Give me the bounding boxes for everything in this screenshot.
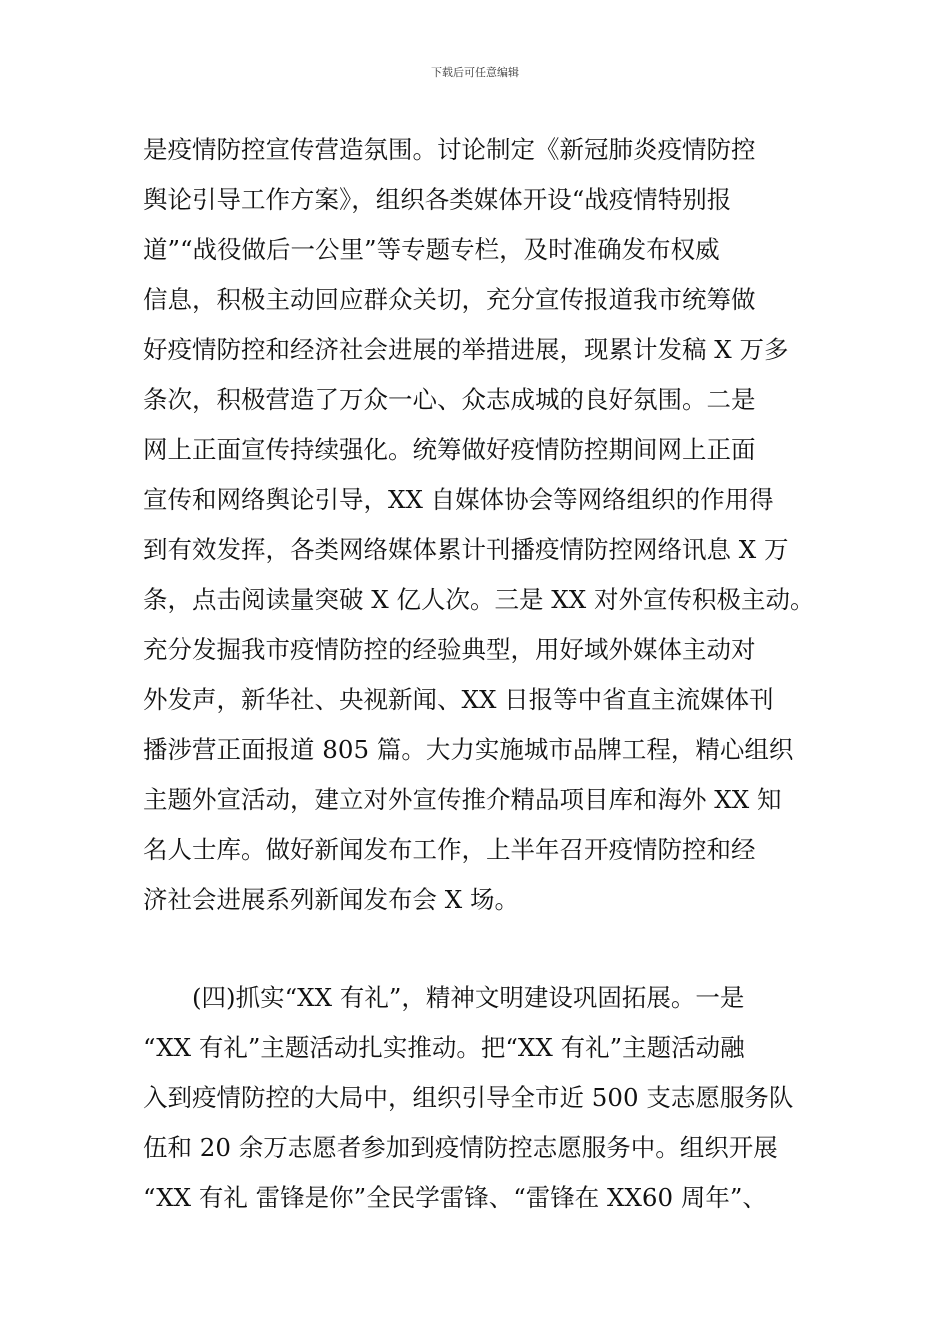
page-header: 下载后可任意编辑 [431,66,519,79]
body-line: “XX 有礼 雷锋是你”全民学雷锋、“雷锋在 XX60 周年”、 [143,1183,767,1212]
body-line: 济社会进展系列新闻发布会 X 场。 [143,885,520,914]
body-line: 外发声，新华社、央视新闻、XX 日报等中省直主流媒体刊 [143,685,774,714]
body-line: 伍和 20 余万志愿者参加到疫情防控志愿服务中。组织开展 [143,1133,778,1162]
body-line: (四)抓实“XX 有礼”，精神文明建设巩固拓展。一是 [143,983,745,1012]
body-line: 道”“战役做后一公里”等专题专栏，及时准确发布权威 [143,235,720,264]
body-line: 条次，积极营造了万众一心、众志成城的良好氛围。二是 [143,385,756,414]
body-line: 网上正面宣传持续强化。统筹做好疫情防控期间网上正面 [143,435,756,464]
body-line: 好疫情防控和经济社会进展的举措进展，现累计发稿 X 万多 [143,335,789,364]
body-line: 信息，积极主动回应群众关切，充分宣传报道我市统筹做 [143,285,756,314]
body-line: 舆论引导工作方案》，组织各类媒体开设“战疫情特别报 [143,185,732,214]
body-line: 主题外宣活动，建立对外宣传推介精品项目库和海外 XX 知 [143,785,782,814]
body-line: 入到疫情防控的大局中，组织引导全市近 500 支志愿服务队 [143,1083,794,1112]
body-line: 是疫情防控宣传营造氛围。讨论制定《新冠肺炎疫情防控 [143,135,756,164]
body-line: 条，点击阅读量突破 X 亿人次。三是 XX 对外宣传积极主动。 [143,585,815,614]
body-line: 到有效发挥，各类网络媒体累计刊播疫情防控网络讯息 X 万 [143,535,789,564]
body-line: 充分发掘我市疫情防控的经验典型，用好域外媒体主动对 [143,635,756,664]
body-line: “XX 有礼”主题活动扎实推动。把“XX 有礼”主题活动融 [143,1033,745,1062]
body-line: 名人士库。做好新闻发布工作，上半年召开疫情防控和经 [143,835,756,864]
body-line: 宣传和网络舆论引导，XX 自媒体协会等网络组织的作用得 [143,485,774,514]
body-line: 播涉营正面报道 805 篇。大力实施城市品牌工程，精心组织 [143,735,794,764]
